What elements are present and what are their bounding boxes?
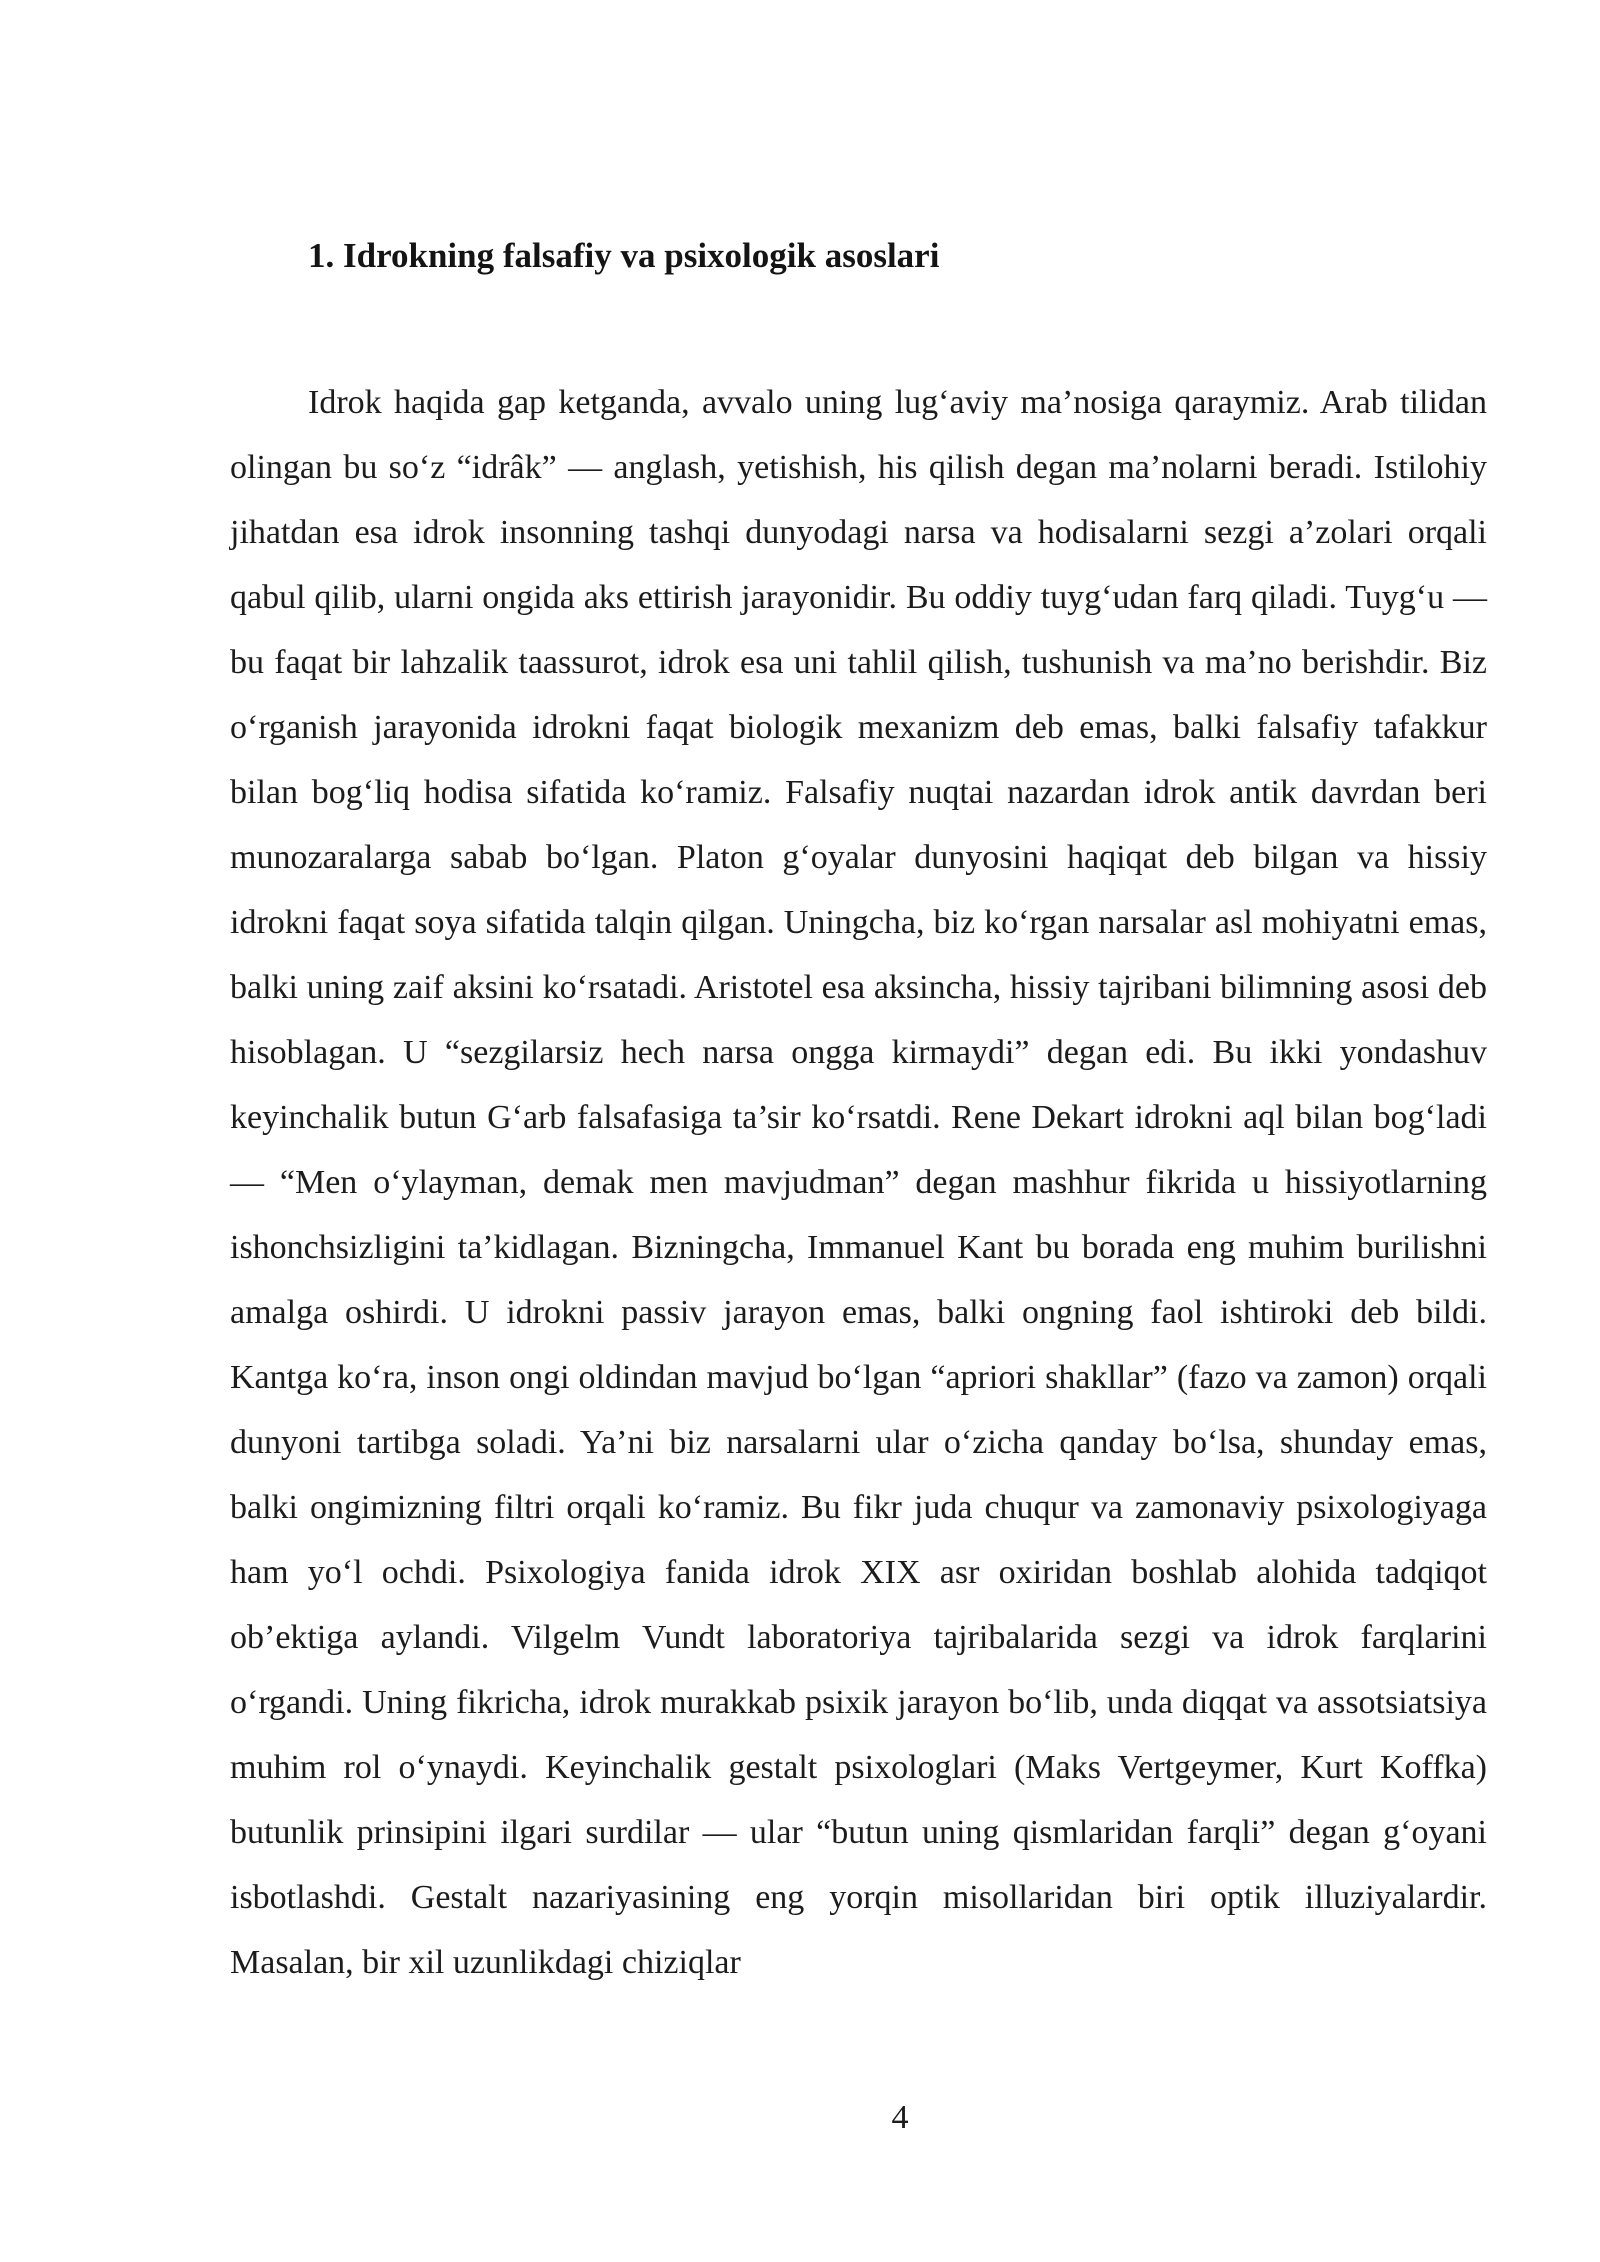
section-heading: 1. Idrokning falsafiy va psixologik asoslari (308, 236, 940, 275)
page-number: 4 (891, 2099, 909, 2136)
body-paragraph: Idrok haqida gap ketganda, avvalo uning lug‘aviy ma’nosiga qaraymiz. Arab tilidan olingan bu so‘z “idrâk” — anglash, yetishish, his qilish degan ma’nolarni beradi. Istilohiy jihatdan esa idrok insonning tashqi dunyodagi narsa va hodisalarni sezgi a’zolari orqali qabul qilib, ularni ongida aks ettirish jarayonidir. Bu oddiy tuyg‘udan farq qiladi. Tuyg‘u — bu faqat bir lahzalik taassurot, idrok esa uni tahlil qilish, tushunish va ma’no berishdir. Biz o‘rganish jarayonida idrokni faqat biologik mexanizm deb emas, balki falsafiy tafakkur bilan bog‘liq hodisa sifatida ko‘ramiz. Falsafiy nuqtai nazardan idrok antik davrdan beri munozaralarga sabab bo‘lgan. Platon g‘oyalar dunyosini haqiqat deb bilgan va hissiy idrokni faqat soya sifatida talqin qilgan. Uningcha, biz ko‘rgan narsalar asl mohiyatni emas, balki uning zaif aksini ko‘rsatadi. Aristotel esa aksincha, hissiy tajribani bilimning asosi deb hisoblagan. U “sezgilarsiz hech narsa ongga kirmaydi” degan edi. Bu ikki yondashuv keyinchalik butun G‘arb falsafasiga ta’sir ko‘rsatdi. Rene Dekart idrokni aql bilan bog‘ladi — “Men o‘ylayman, demak men mavjudman” degan mashhur fikrida u hissiyotlarning ishonchsizligini ta’kidlagan. Bizningcha, Immanuel Kant bu borada eng muhim burilishni amalga oshirdi. U idrokni passiv jarayon emas, balki ongning faol ishtiroki deb bildi. Kantga ko‘ra, inson ongi oldindan mavjud bo‘lgan “apriori shakllar” (fazo va zamon) orqali dunyoni tartibga soladi. Ya’ni biz narsalarni ular o‘zicha qanday bo‘lsa, shunday emas, balki ongimizning filtri orqali ko‘ramiz. Bu fikr juda chuqur va zamonaviy psixologiyaga ham yo‘l ochdi. Psixologiya fanida idrok XIX asr oxiridan boshlab alohida tadqiqot ob’ektiga aylandi. Vilgelm Vundt laboratoriya tajribalarida sezgi va idrok farqlarini o‘rgandi. Uning fikricha, idrok murakkab psixik jarayon bo‘lib, unda diqqat va assotsiatsiya muhim rol o‘ynaydi. Keyinchalik gestalt psixologlari (Maks Vertgeymer, Kurt Koffka) butunlik prinsipini ilgari surdilar — ular “butun uning qismlaridan farqli” degan g‘oyani isbotlashdi. Gestalt nazariyasining eng yorqin misollaridan biri optik illuziyalardir. Masalan, bir xil uzunlikdagi chiziqlar (230, 384, 1487, 1981)
